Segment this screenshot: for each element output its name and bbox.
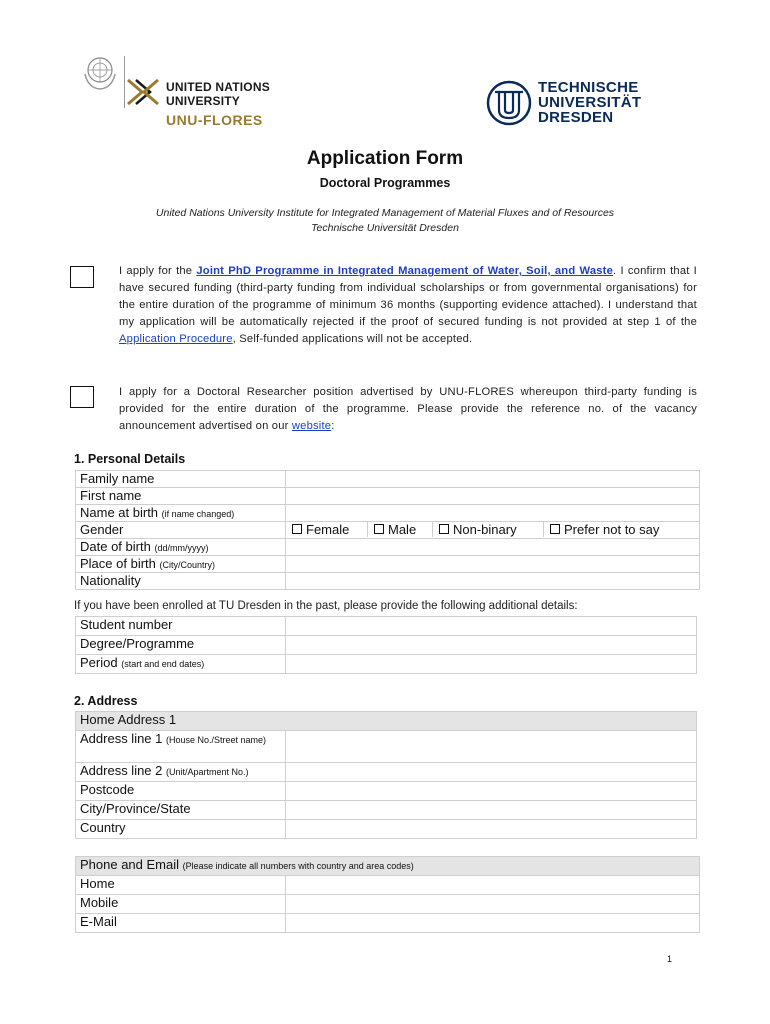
address-line1-field[interactable] <box>286 731 697 763</box>
un-emblem-icon <box>80 52 120 92</box>
pob-label: Place of birth (City/Country) <box>76 556 286 573</box>
name-at-birth-label: Name at birth (if name changed) <box>76 505 286 522</box>
nationality-field[interactable] <box>286 573 700 590</box>
page-number: 1 <box>667 954 673 964</box>
table-row <box>76 471 700 488</box>
table-row <box>76 712 697 731</box>
personal-details-table <box>75 470 700 590</box>
checkbox-icon <box>550 524 560 534</box>
home-phone-label: Home <box>76 876 286 895</box>
table-row <box>76 876 700 895</box>
table-row <box>76 731 697 763</box>
tu-dresden-logo <box>486 78 656 128</box>
family-name-label: Family name <box>76 471 286 488</box>
address-table <box>75 711 697 839</box>
application-procedure-link[interactable]: Application Procedure <box>119 333 233 345</box>
option-doctoral-researcher-checkbox[interactable] <box>70 386 94 408</box>
option-joint-phd-checkbox[interactable] <box>70 266 94 288</box>
option-joint-phd-text: I apply for the Joint PhD Programme in Integrated Management of Water, Soil, and Waste. I confirm that I have secured funding (third-party funding from individual scholarships or from governmental organisations) for the entire duration of the programme of minimum 36 months (supporting evidence attached). I understand that my application will be automatically rejected if the proof of secured funding is not provided at step 1 of the Application Procedure, Self-funded applications will not be accepted. <box>119 265 697 345</box>
tud-emblem-icon <box>486 80 532 126</box>
gender-prefer-not-option[interactable]: Prefer not to say <box>544 522 700 537</box>
checkbox-icon <box>374 524 384 534</box>
table-row <box>76 617 697 636</box>
name-at-birth-field[interactable] <box>286 505 700 522</box>
postcode-label: Postcode <box>76 782 286 801</box>
gender-nonbinary-option[interactable]: Non-binary <box>433 522 544 537</box>
first-name-field[interactable] <box>286 488 700 505</box>
option-doctoral-researcher-text: I apply for a Doctoral Researcher position advertised by UNU-FLORES whereupon third-party funding is provided for the entire duration of the programme. Please provide the reference no. of the vacancy announcement advertised on our website: <box>119 386 697 432</box>
country-label: Country <box>76 820 286 839</box>
gender-options <box>286 522 700 539</box>
table-row <box>76 820 697 839</box>
table-row <box>76 763 697 782</box>
home-address-header: Home Address 1 <box>76 712 697 731</box>
phone-email-header: Phone and Email (Please indicate all numbers with country and area codes) <box>76 857 700 876</box>
table-row <box>76 488 700 505</box>
address-line2-label: Address line 2 (Unit/Apartment No.) <box>76 763 286 782</box>
gender-female-option[interactable]: Female <box>286 522 368 537</box>
joint-phd-link[interactable]: Joint PhD Programme in Integrated Management of Water, Soil, and Waste <box>196 265 614 277</box>
website-link[interactable]: website <box>291 420 332 432</box>
postcode-field[interactable] <box>286 782 697 801</box>
city-label: City/Province/State <box>76 801 286 820</box>
table-row <box>76 895 700 914</box>
page-title: Application Form <box>306 148 464 169</box>
degree-field[interactable] <box>286 636 697 655</box>
table-row <box>76 782 697 801</box>
nationality-label: Nationality <box>76 573 286 590</box>
table-row <box>76 573 700 590</box>
unu-flores-name: UNU-FLORES <box>166 112 263 128</box>
gender-male-option[interactable]: Male <box>368 522 433 537</box>
dob-field[interactable] <box>286 539 700 556</box>
tud-enrolled-note: If you have been enrolled at TU Dresden in the past, please provide the following additional details: <box>74 600 578 612</box>
phone-email-table <box>75 856 700 933</box>
degree-label: Degree/Programme <box>76 636 286 655</box>
page-subtitle: Doctoral Programmes <box>319 176 451 190</box>
unu-mark-icon <box>126 78 160 108</box>
checkbox-icon <box>439 524 449 534</box>
logo-divider <box>124 56 125 108</box>
email-label: E-Mail <box>76 914 286 933</box>
family-name-field[interactable] <box>286 471 700 488</box>
dob-label: Date of birth (dd/mm/yyyy) <box>76 539 286 556</box>
home-phone-field[interactable] <box>286 876 700 895</box>
table-row <box>76 556 700 573</box>
country-field[interactable] <box>286 820 697 839</box>
first-name-label: First name <box>76 488 286 505</box>
table-row <box>76 539 700 556</box>
address-line2-field[interactable] <box>286 763 697 782</box>
pob-field[interactable] <box>286 556 700 573</box>
table-row <box>76 655 697 674</box>
table-row <box>76 522 700 539</box>
address-line1-label: Address line 1 (House No./Street name) <box>76 731 286 763</box>
institution-names: United Nations University Institute for Integrated Management of Material Fluxes and of Resources Technische Universität Dresden <box>155 207 615 234</box>
unu-name: UNITED NATIONS UNIVERSITY <box>166 80 270 108</box>
mobile-label: Mobile <box>76 895 286 914</box>
table-row <box>76 636 697 655</box>
period-field[interactable] <box>286 655 697 674</box>
gender-label: Gender <box>76 522 286 539</box>
student-number-field[interactable] <box>286 617 697 636</box>
table-row <box>76 505 700 522</box>
city-field[interactable] <box>286 801 697 820</box>
section-personal-details-heading: 1. Personal Details <box>74 452 186 466</box>
table-row <box>76 857 700 876</box>
tud-name: TECHNISCHE UNIVERSITÄT DRESDEN <box>538 79 642 126</box>
mobile-field[interactable] <box>286 895 700 914</box>
unu-flores-logo <box>80 52 290 132</box>
checkbox-icon <box>292 524 302 534</box>
tud-enrollment-table <box>75 616 697 674</box>
student-number-label: Student number <box>76 617 286 636</box>
email-field[interactable] <box>286 914 700 933</box>
section-address-heading: 2. Address <box>74 694 138 708</box>
period-label: Period (start and end dates) <box>76 655 286 674</box>
table-row <box>76 914 700 933</box>
table-row <box>76 801 697 820</box>
